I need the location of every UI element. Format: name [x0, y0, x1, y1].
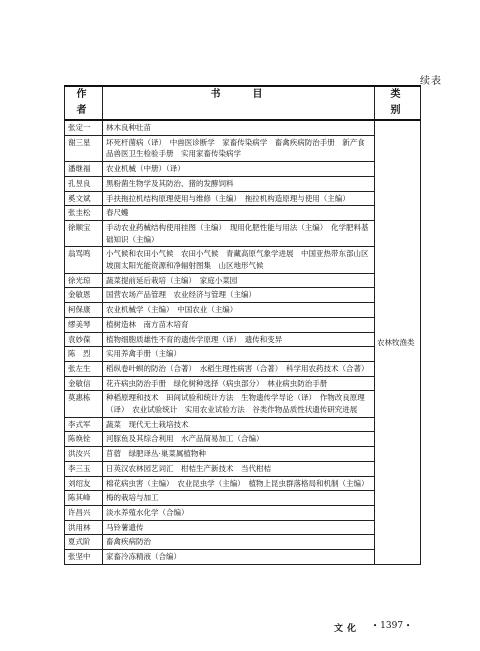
books-cell: 淡水养殖水化学（合编） — [103, 505, 375, 520]
table-header-row — [65, 86, 421, 120]
author-cell: 莫惠栋 — [65, 391, 103, 417]
author-cell: 金敏信 — [65, 376, 103, 391]
table-row — [65, 303, 421, 318]
books-cell: 黑粉菌生物学及其防治、猪的发酵饲料 — [103, 176, 375, 191]
author-cell: 李三玉 — [65, 461, 103, 476]
header-author: 作 者 — [65, 86, 103, 120]
category-cell: 农林牧渔类 — [375, 120, 421, 564]
author-cell: 奚文斌 — [65, 191, 103, 206]
table-row — [65, 417, 421, 432]
books-cell: 棉花病虫害（主编） 农业昆虫学（主编） 植物上昆虫群落格局和机制（主编） — [103, 476, 375, 491]
books-cell: 家畜冷冻精液（合编） — [103, 550, 375, 565]
table-row — [65, 162, 421, 177]
books-cell: 实用养禽手册（主编） — [103, 347, 375, 362]
author-cell: 翁骂鸣 — [65, 247, 103, 273]
table-row — [65, 550, 421, 565]
books-cell: 林木良种壮苗 — [103, 120, 375, 135]
footer-section-title: 文化 — [334, 624, 361, 634]
author-cell: 金敏恩 — [65, 288, 103, 303]
author-cell: 谢三星 — [65, 135, 103, 161]
author-cell: 陈其峰 — [65, 491, 103, 506]
table-row — [65, 120, 421, 135]
table-row — [65, 447, 421, 462]
books-cell: 植物细胞质雄性不育的遗传学原理（译） 遗传和变异 — [103, 332, 375, 347]
author-cell: 徐光琼 — [65, 273, 103, 288]
table-row — [65, 476, 421, 491]
continued-label: 续表 — [420, 76, 442, 87]
table-row — [65, 520, 421, 535]
books-cell: 手扶拖拉机结构原理使用与维修（主编） 拖拉机构造原理与使用（主编） — [103, 191, 375, 206]
table-row — [65, 505, 421, 520]
table-row — [65, 288, 421, 303]
table-body — [65, 120, 421, 564]
author-cell: 孔昱良 — [65, 176, 103, 191]
books-cell: 国营农场产品管理 农业经济与管理（主编） — [103, 288, 375, 303]
author-cell: 袁妙葆 — [65, 332, 103, 347]
table-row — [65, 491, 421, 506]
books-cell: 蔬菜提前延后栽培（主编） 家庭小菜园 — [103, 273, 375, 288]
author-cell: 陈 烈 — [65, 347, 103, 362]
table-row — [65, 347, 421, 362]
table-row — [65, 191, 421, 206]
author-cell: 李式军 — [65, 417, 103, 432]
books-cell: 日英汉农林园艺词汇 柑桔生产新技术 当代柑桔 — [103, 461, 375, 476]
author-cell: 陈焕铨 — [65, 432, 103, 447]
books-cell: 畜禽疾病防治 — [103, 535, 375, 550]
books-cell: 农业机械（中册）（译） — [103, 162, 375, 177]
books-cell: 坏死杆菌病（译） 中兽医诊断学 家畜传染病学 畜禽疾病防治手册 新产食品兽医卫生检验手册 实用家畜传染病学 — [103, 135, 375, 161]
author-cell: 刘绍友 — [65, 476, 103, 491]
bibliography-table-container — [64, 85, 420, 565]
books-cell: 马铃薯遗传 — [103, 520, 375, 535]
author-cell: 夏式阶 — [65, 535, 103, 550]
books-cell: 植树造林 南方苗木培育 — [103, 317, 375, 332]
author-cell: 缪美琴 — [65, 317, 103, 332]
bullet-right-icon: • — [406, 622, 411, 630]
footer-page-number — [370, 621, 413, 631]
books-cell: 河豚鱼及其综合利用 水产品简易加工（合编） — [103, 432, 375, 447]
books-cell: 稻纵卷叶螟的防治（合著） 水稻生理性病害（合著） 科学用农药技术（合著） — [103, 361, 375, 376]
table-row — [65, 220, 421, 246]
books-cell: 农业机械学（主编） 中国农业（主编） — [103, 303, 375, 318]
books-cell: 蔬菜 现代无土栽培技术 — [103, 417, 375, 432]
table-row — [65, 432, 421, 447]
table-row — [65, 206, 421, 221]
table-row — [65, 461, 421, 476]
table-row — [65, 361, 421, 376]
books-cell: 花卉病虫防治手册 绿化树种选择（病虫部分） 林业病虫防治手册 — [103, 376, 375, 391]
author-cell: 张圭松 — [65, 206, 103, 221]
table-row — [65, 176, 421, 191]
table-row — [65, 332, 421, 347]
author-cell: 潘继福 — [65, 162, 103, 177]
books-cell: 手动农业药械结构使用挂图（主编） 现用化肥性能与用法（主编） 化学肥料基础知识（主编） — [103, 220, 375, 246]
author-cell: 洪汝兴 — [65, 447, 103, 462]
author-cell: 许昌兴 — [65, 505, 103, 520]
author-cell: 柯保康 — [65, 303, 103, 318]
table-row — [65, 376, 421, 391]
table-row — [65, 247, 421, 273]
author-cell: 洪用林 — [65, 520, 103, 535]
bibliography-table — [64, 85, 421, 565]
header-category: 类 别 — [375, 86, 421, 120]
page-number: 1397 — [380, 621, 404, 631]
table-row — [65, 135, 421, 161]
author-cell: 张定一 — [65, 120, 103, 135]
table-row — [65, 317, 421, 332]
author-cell: 徐顺宝 — [65, 220, 103, 246]
books-cell: 春尺蠖 — [103, 206, 375, 221]
header-books: 书 目 — [103, 86, 375, 120]
books-cell: 小气候和农田小气候 农田小气候 青藏高原气象学进展 中国亚热带东部山区坡面太阳光能资源和净辐射图集 山区地形气候 — [103, 247, 375, 273]
books-cell: 梅的栽培与加工 — [103, 491, 375, 506]
author-cell: 张坚中 — [65, 550, 103, 565]
table-row — [65, 391, 421, 417]
bullet-left-icon: • — [373, 622, 378, 630]
author-cell: 张左生 — [65, 361, 103, 376]
books-cell: 种稻原理和技术 田间试验和统计方法 生物遗传学导论（译） 作物改良原理（译） 农业试验统计 实用农业试验方法 谷类作物品质性状遗传研究进展 — [103, 391, 375, 417]
table-row — [65, 273, 421, 288]
table-row — [65, 535, 421, 550]
books-cell: 苜蓿 绿肥译丛·巢菜属植物种 — [103, 447, 375, 462]
